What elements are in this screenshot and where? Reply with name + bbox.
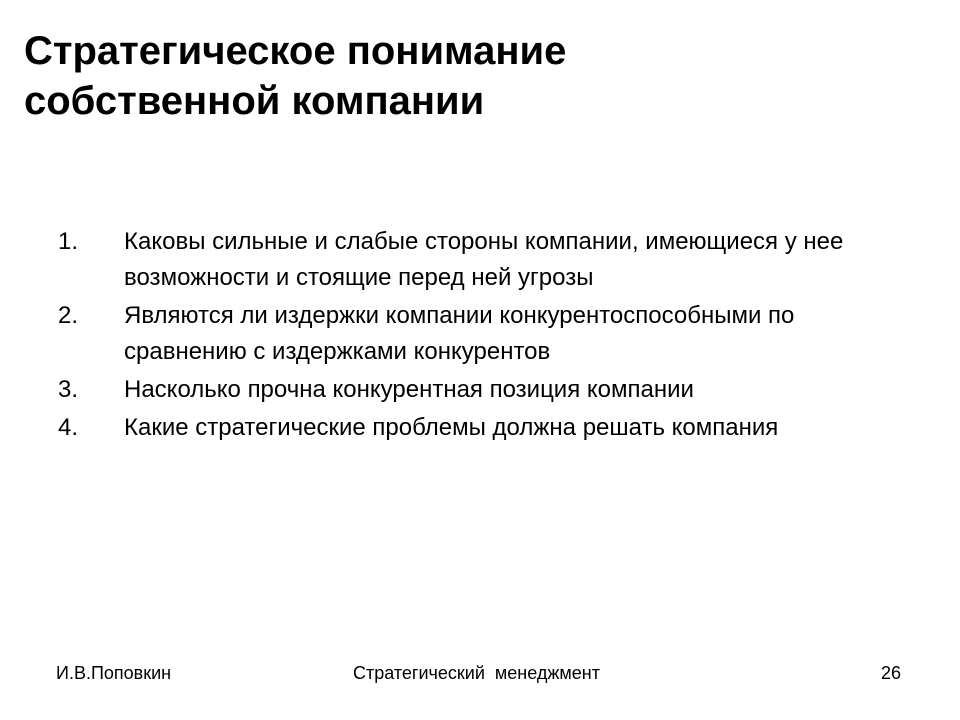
list-item [58,224,888,296]
list-item-text: Являются ли издержки компании конкурентоспособными по сравнению с издержками конкурентов [124,302,795,365]
list-item-text: Каковы сильные и слабые стороны компании, имеющиеся у нее возможности и стоящие перед ней угрозы [124,228,844,291]
footer-author: И.В.Поповкин [56,663,172,683]
slide-title-line-2: собственной компании [24,79,485,123]
list-item-text: Какие стратегические проблемы должна решать компания [124,414,779,441]
list-item-number: 3. [58,376,79,403]
numbered-list [58,224,888,448]
list-item-number: 4. [58,414,79,441]
footer-course-title: Стратегический менеджмент [353,663,600,683]
list-item-number: 2. [58,302,79,329]
list-item [58,298,888,370]
slide-title [24,26,924,126]
slide-title-line-1: Стратегическое понимание [24,29,567,73]
list-item [58,410,888,446]
list-item-number: 1. [58,228,79,255]
list-item [58,372,888,408]
footer-page-number: 26 [880,663,901,683]
list-item-text: Насколько прочна конкурентная позиция компании [124,376,694,403]
